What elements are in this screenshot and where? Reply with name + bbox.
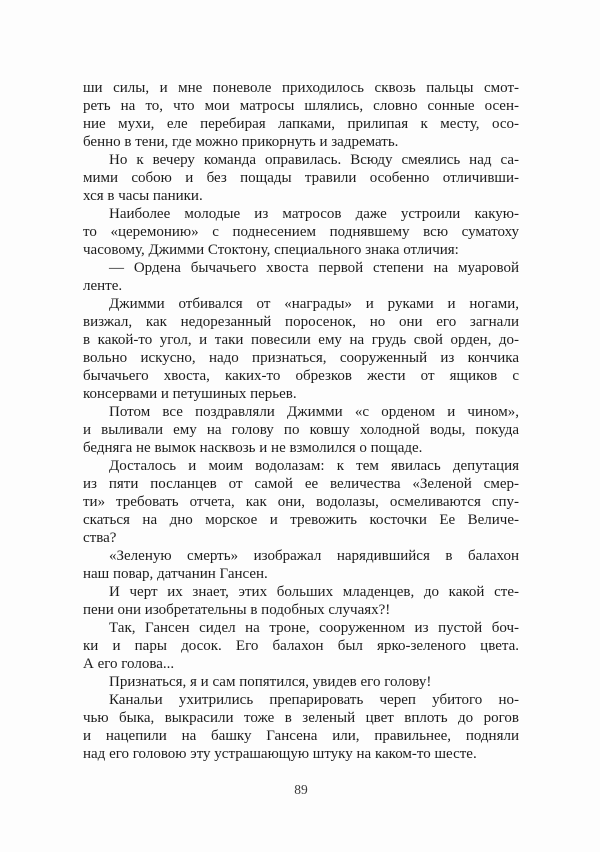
text-line: ши силы, и мне поневоле приходилось сквозь пальцы смот- (83, 80, 519, 96)
text-line: ти» требовать отчета, как они, водолазы, осмеливаются спу- (83, 494, 519, 510)
paragraph (83, 151, 519, 205)
paragraph (83, 547, 519, 583)
text-line: бычачьего хвоста, каких-то обрезков жести от ящиков с (83, 368, 519, 384)
text-line: И черт их знает, этих больших младенцев, до какой сте- (109, 584, 519, 600)
text-line: ства? (83, 530, 117, 546)
text-line: реть на то, что мои матросы шлялись, словно сонные осен- (83, 98, 519, 114)
paragraph (83, 457, 519, 547)
text-line: и нацепили на башку Гансена или, правильнее, подняли (83, 728, 519, 744)
text-line: в какой-то угол, и таки повесили ему на грудь свой орден, до- (83, 332, 519, 348)
page-text (83, 79, 519, 763)
text-line: наш повар, датчанин Гансен. (83, 566, 268, 582)
paragraph (83, 619, 519, 673)
text-line: Признаться, я и сам попятился, увидев его голову! (109, 674, 432, 690)
text-line: мими собою и без пощады травили особенно отличивши- (83, 170, 519, 186)
text-line: «Зеленую смерть» изображал нарядившийся в балахон (109, 548, 519, 564)
paragraph (83, 673, 519, 691)
text-line: визжал, как недорезанный поросенок, но они его загнали (83, 314, 519, 330)
text-line: Канальи ухитрились препарировать череп убитого но- (109, 692, 519, 708)
paragraph (83, 403, 519, 457)
paragraph (83, 79, 519, 151)
text-line: и выливали ему на голову по ковшу холодной воды, покуда (83, 422, 519, 438)
paragraph (83, 259, 519, 295)
text-line: часовому, Джимми Стоктону, специального знака отличия: (83, 242, 459, 258)
text-line: над его головою эту устрашающую штуку на каком-то шесте. (83, 746, 477, 762)
text-line: из пяти посланцев от самой ее величества «Зеленой смер- (83, 476, 519, 492)
paragraph (83, 295, 519, 403)
text-line: Потом все поздравляли Джимми «с орденом и чином», (109, 404, 519, 420)
text-line: Досталось и моим водолазам: к тем явилась депутация (109, 458, 519, 474)
text-line: бедняга не вымок насквозь и не взмолился о пощаде. (83, 440, 423, 456)
text-line: ки и пары досок. Его балахон был ярко-зеленого цвета. (83, 638, 519, 654)
text-line: консервами и петушиных перьев. (83, 386, 297, 402)
text-line: скаться на дно морское и тревожить косточки Ее Величе- (83, 512, 519, 528)
text-line: Наиболее молодые из матросов даже устроили какую- (109, 206, 519, 222)
page-number: 89 (294, 782, 308, 797)
text-line: — Ордена бычачьего хвоста первой степени на муаровой (109, 260, 519, 276)
text-line: пени они изобретательны в подобных случаях?! (83, 602, 391, 618)
text-line: бенно в тени, где можно прикорнуть и задремать. (83, 134, 399, 150)
text-line: чью быка, выкрасили тоже в зеленый цвет вплоть до рогов (83, 710, 519, 726)
text-line: ленте. (83, 278, 123, 294)
text-line: Джимми отбивался от «награды» и руками и ногами, (109, 296, 519, 312)
paragraph (83, 583, 519, 619)
paragraph (83, 691, 519, 763)
text-line: ние мухи, еле перебирая лапками, прилипая к месту, осо- (83, 116, 519, 132)
text-line: то «церемонию» с поднесением поднявшему всю суматоху (83, 224, 519, 240)
text-line: хся в часы паники. (83, 188, 203, 204)
paragraph (83, 205, 519, 259)
text-line: Так, Гансен сидел на троне, сооруженном из пустой боч- (109, 620, 519, 636)
text-line: вольно искусно, надо признаться, сооруженный из кончика (83, 350, 519, 366)
text-line: Но к вечеру команда оправилась. Всюду смеялись над са- (109, 152, 519, 168)
text-line: А его голова... (83, 656, 175, 672)
